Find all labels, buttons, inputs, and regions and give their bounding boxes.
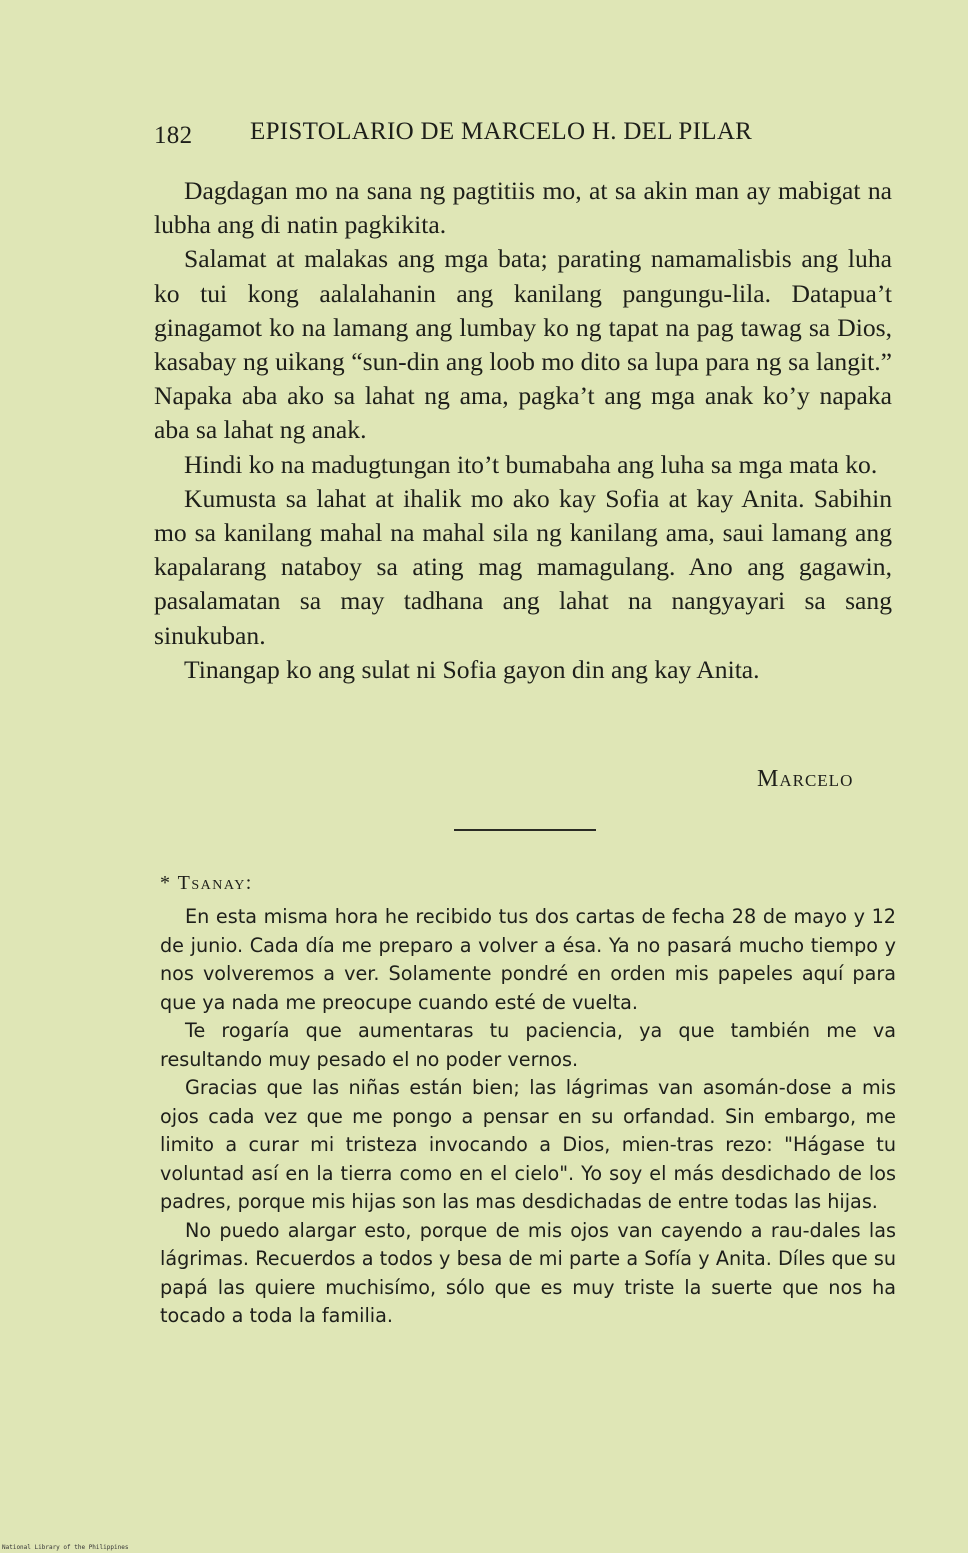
letter-paragraph: Salamat at malakas ang mga bata; parating namamalisbis ang luha ko tui kong aalalahanin ang kanilang pangungu-lila. Datapua’t ginagamot ko na lamang ang lumbay ko ng tapat na pag tawag sa Dios, kasabay ng uikang “sun-din ang loob mo dito sa lupa para ng sa langit.” Napaka aba ako sa lahat ng ama, pagka’t ang mga anak ko’y napaka aba sa lahat ng anak. <box>154 244 892 445</box>
section-divider <box>454 829 596 831</box>
footnote-paragraph: En esta misma hora he recibido tus dos cartas de fecha 28 de mayo y 12 de junio. Cada día me preparo a volver a ésa. Ya no pasará mucho tiempo y nos volveremos a ver. Solamente pondré en orden mis papeles aquí para que ya nada me preocupe cuando esté de vuelta. <box>160 905 896 1014</box>
page-header <box>154 118 894 158</box>
footnote-paragraph: Gracias que las niñas están bien; las lágrimas van asomán-dose a mis ojos cada vez que me pongo a pensar en su orfandad. Sin embargo, me limito a curar mi tristeza invocando a Dios, mien-tras rezo: "Hágase tu voluntad así en la tierra como en el cielo". Yo soy el más desdichado de los padres, porque mis hijas son las mas desdichadas de entre todas las hijas. <box>160 1076 896 1213</box>
page-number: 182 <box>154 122 193 149</box>
letter-paragraph: Kumusta sa lahat at ihalik mo ako kay Sofia at kay Anita. Sabihin mo sa kanilang mahal na mahal sila ng kanilang ama, saui lamang ang kapalarang nataboy sa ating mag mamagulang. Ano ang gagawin, pasalamatan sa may tadhana ang lahat na nangyayari sa sang sinukuban. <box>154 483 892 650</box>
footnote-paragraph: Te rogaría que aumentaras tu paciencia, ya que también me va resultando muy pesado el no poder vernos. <box>160 1019 896 1071</box>
footnote-translation-body <box>160 903 896 1331</box>
running-title: EPISTOLARIO DE MARCELO H. DEL PILAR <box>250 118 753 145</box>
footnote-paragraph: No puedo alargar esto, porque de mis ojos van cayendo a rau-dales las lágrimas. Recuerdos a todos y besa de mi parte a Sofía y Anita. Díles que su papá las quiere muchisímo, sólo que es muy triste la suerte que nos ha tocado a toda la familia. <box>160 1218 896 1327</box>
letter-paragraph: Hindi ko na madugtungan ito’t bumabaha ang luha sa mga mata ko. <box>184 449 878 479</box>
letter-paragraph: Dagdagan mo na sana ng pagtitiis mo, at sa akin man ay mabigat na lubha ang di natin pagkikita. <box>154 176 892 240</box>
library-credit: National Library of the Philippines <box>2 1544 129 1551</box>
tagalog-letter-body <box>154 174 892 687</box>
footnote-label: * Tsanay: <box>160 872 253 894</box>
letter-paragraph: Tinangap ko ang sulat ni Sofia gayon din ang kay Anita. <box>184 654 760 684</box>
letter-signature: Marcelo <box>757 766 854 792</box>
